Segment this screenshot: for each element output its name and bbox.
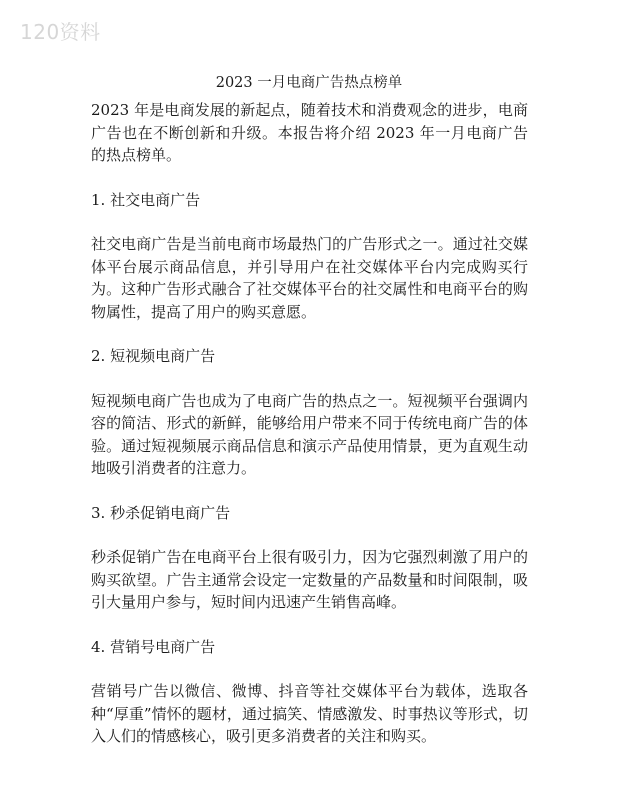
intro-paragraph: 2023 年是电商发展的新起点，随着技术和消费观念的进步，电商广告也在不断创新和升级。本报告将介绍 2023 年一月电商广告的热点榜单。 (91, 101, 528, 164)
section-body-social: 社交电商广告是当前电商市场最热门的广告形式之一。通过社交媒体平台展示商品信息，并引导用户在社交媒体平台内完成购买行为。这种广告形式融合了社交媒体平台的社交属性和电商平台的购物属性，提高了用户的购买意愿。 (91, 235, 528, 321)
section-heading-marketing-account: 4. 营销号电商广告 (91, 637, 216, 656)
section-body-flash-sale: 秒杀促销广告在电商平台上很有吸引力，因为它强烈刺激了用户的购买欲望。广告主通常会设定一定数量的产品数量和时间限制，吸引大量用户参与，短时间内迅速产生销售高峰。 (91, 548, 528, 611)
section-body-short-video: 短视频电商广告也成为了电商广告的热点之一。短视频平台强调内容的简洁、形式的新鲜，能够给用户带来不同于传统电商广告的体验。通过短视频展示商品信息和演示产品使用情景，更为直观生动地吸引消费者的注意力。 (91, 391, 528, 477)
section-heading-social: 1. 社交电商广告 (91, 190, 201, 209)
document-body (91, 99, 528, 748)
watermark: 120资料 (20, 20, 101, 44)
document-title: 2023 一月电商广告热点榜单 (215, 75, 403, 91)
section-body-marketing-account: 营销号广告以微信、微博、抖音等社交媒体平台为载体，选取各种“厚重”情怀的题材，通过搞笑、情感激发、时事热议等形式，切入人们的情感核心，吸引更多消费者的关注和购买。 (91, 682, 528, 745)
section-heading-short-video: 2. 短视频电商广告 (91, 347, 216, 365)
section-heading-flash-sale: 3. 秒杀促销电商广告 (91, 503, 231, 522)
